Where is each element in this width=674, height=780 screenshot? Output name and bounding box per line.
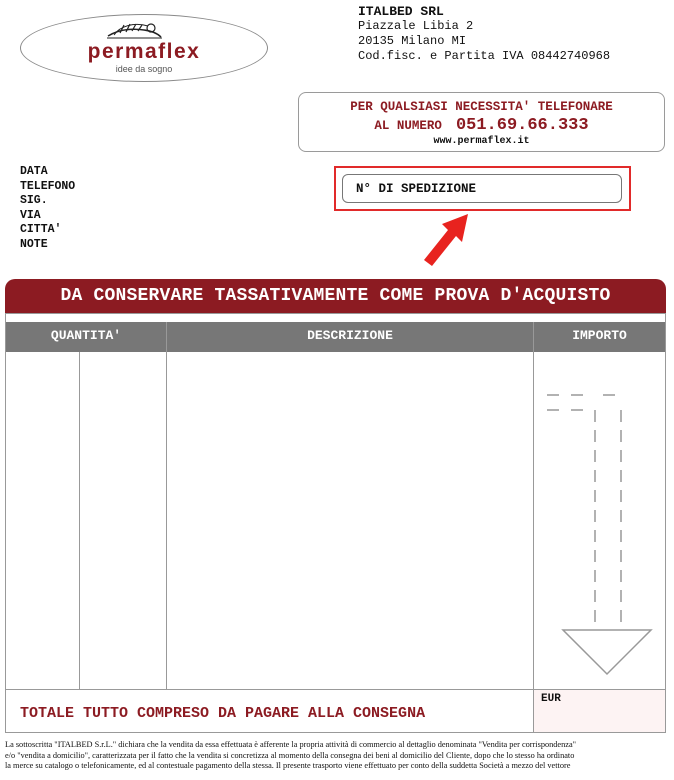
company-address: Piazzale Libia 2 — [358, 19, 474, 33]
header-amount: IMPORTO — [572, 328, 627, 343]
company-city: 20135 Milano MI — [358, 34, 467, 48]
contact-website: www.permaflex.it — [433, 136, 530, 147]
footer-line: La sottoscritta "ITALBED S.r.L." dichiara che la vendita da essa effettuata è afferente la propria attività di commercio al dettaglio denominata "Vendita per corrispondenza" — [5, 740, 577, 749]
footer-line: la merce su catalogo o telefonicamente, ed al contestuale pagamento della stessa. Il presente trasporto viene effettuato per conto della suddetta Società a mezzo del vettore — [5, 761, 571, 770]
field-label-city: CITTA' — [20, 223, 62, 237]
footer-line: e/o "vendita a domicilio", caratterizzata per il fatto che la vendita si concretizza al momento della consegna dei beni al domicilio del Cliente, dopo che lo stesso ha ordinato — [5, 750, 575, 760]
column-divider — [533, 322, 534, 732]
contact-phone-label: AL NUMERO — [374, 119, 442, 133]
contact-phone-number: 051.69.66.333 — [455, 116, 589, 135]
field-label-date: DATA — [20, 165, 48, 178]
contact-phone-row — [298, 116, 665, 135]
total-label: TOTALE TUTTO COMPRESO DA PAGARE ALLA CONSEGNA — [20, 705, 426, 722]
customer-fields — [20, 165, 75, 253]
header-quantity: QUANTITA' — [50, 328, 122, 343]
column-divider — [79, 352, 80, 689]
company-tax-id: Cod.fisc. e Partita IVA 08442740968 — [358, 49, 611, 63]
banner-text: DA CONSERVARE TASSATIVAMENTE COME PROVA D'ACQUISTO — [60, 286, 611, 306]
field-label-name: SIG. — [20, 194, 48, 208]
legal-footer — [5, 740, 669, 772]
contact-line: PER QUALSIASI NECESSITA' TELEFONARE — [350, 100, 613, 114]
field-label-notes: NOTE — [20, 237, 48, 251]
header-description: DESCRIZIONE — [307, 328, 393, 343]
company-name: ITALBED SRL — [358, 4, 444, 19]
sleeping-figure-icon — [104, 16, 164, 42]
company-info — [358, 4, 610, 64]
logo-tagline: idee da sogno — [115, 64, 173, 74]
field-label-street: VIA — [20, 208, 41, 222]
total-currency: EUR — [541, 693, 561, 705]
shipment-label: N° DI SPEDIZIONE — [356, 182, 477, 196]
red-arrow-icon — [420, 204, 480, 268]
column-divider — [166, 322, 167, 689]
dashed-down-arrow-icon — [545, 392, 655, 677]
field-label-phone: TELEFONO — [20, 179, 76, 193]
logo-wordmark: permaflex — [87, 40, 201, 63]
